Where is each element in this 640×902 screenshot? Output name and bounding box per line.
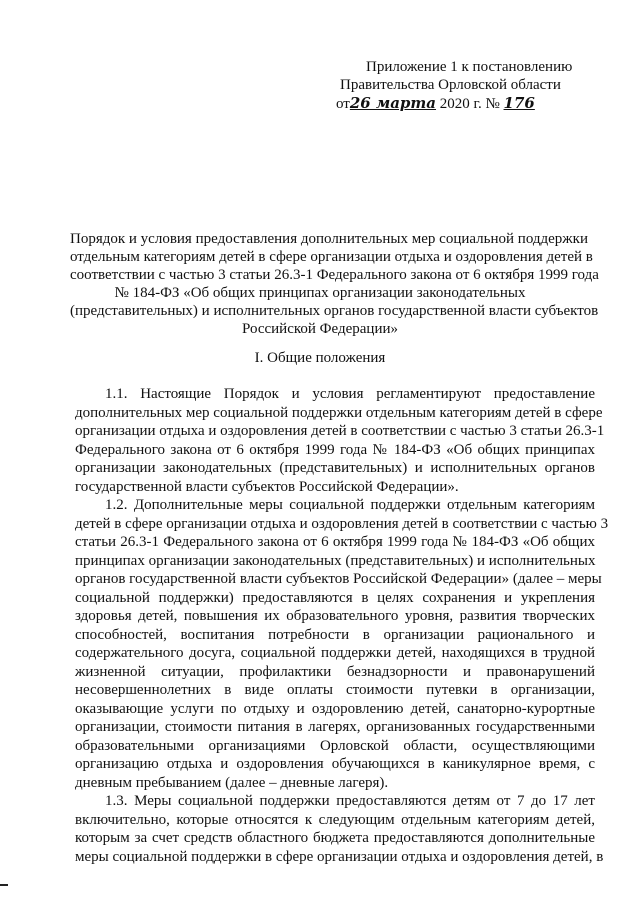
appendix-line-2: Правительства Орловской области (340, 77, 561, 93)
handwritten-number: 176 (503, 94, 535, 112)
text-line: дневным пребыванием (далее – дневные лагеря). (75, 774, 389, 791)
text-line: дополнительных мер социальной поддержки отдельным категориям детей в сфере (75, 404, 603, 421)
text-line: организации законодательных (представительных) и исполнительных органов (75, 460, 595, 476)
text-line: организации, стоимости питания в лагерях, организованных государственными (75, 719, 595, 735)
document-title (70, 230, 599, 338)
section-heading: I. Общие положения (254, 350, 386, 366)
text-line: статьи 26.3-1 Федерального закона от 6 октября 1999 года № 184-ФЗ «Об общих (75, 534, 595, 550)
date-prefix: от (336, 96, 350, 112)
text-line: социальной поддержки) предоставляются в целях сохранения и укрепления (75, 589, 595, 606)
text-line: организацию отдыха и оздоровления обучающихся в каникулярное время, с (75, 756, 595, 772)
title-line: соответствии с частью 3 статьи 26.3-1 Федерального закона от 6 октября 1999 года (70, 267, 599, 283)
title-line: (представительных) и исполнительных органов государственной власти субъектов (70, 303, 599, 319)
text-line: здоровья детей, повышения их образовательного уровня, развития творческих (75, 608, 595, 624)
margin-mark (0, 884, 8, 886)
paragraph-1-2 (75, 496, 609, 792)
text-line: содержательного досуга, социальной поддержки детей, находящихся в трудной (75, 645, 595, 661)
paragraph-1-3 (75, 792, 604, 866)
text-line: 1.1. Настоящие Порядок и условия регламентируют предоставление (105, 386, 595, 402)
text-line: включительно, которые относятся к следующим отдельным категориям детей, (75, 811, 595, 828)
text-line: способностей, воспитания потребности в организации рационального и (75, 626, 595, 643)
text-line: организации отдыха и оздоровления детей в соответствии с частью 3 статьи 26.3-1 (75, 423, 605, 439)
title-line: Российской Федерации» (241, 321, 398, 337)
text-line: образовательными организациями Орловской области, осуществляющими (75, 737, 595, 754)
text-line: детей в сфере организации отдыха и оздоровления детей в соответствии с частью 3 (75, 515, 609, 532)
paragraph-1-1 (75, 385, 605, 496)
text-line: несовершеннолетних в виде оплаты стоимости путевки в организации, (75, 682, 595, 698)
text-line: принципах организации законодательных (представительных) и исполнительных (75, 552, 596, 569)
text-line: Федерального закона от 6 октября 1999 года № 184-ФЗ «Об общих принципах (75, 441, 595, 458)
appendix-date-line (336, 94, 596, 113)
document-body (75, 385, 609, 866)
text-line: жизненной ситуации, профилактики безнадзорности и правонарушений (75, 663, 595, 680)
appendix-header (336, 58, 596, 113)
text-line: оказывающие услуги по отдыху и оздоровлению детей, санаторно-курортные (75, 700, 595, 717)
text-line: которым за счет средств областного бюджета предоставляются дополнительные (75, 830, 595, 846)
title-line: отдельным категориям детей в сфере организации отдыха и оздоровления детей в (70, 249, 593, 265)
text-line: меры социальной поддержки в сфере организации отдыха и оздоровления детей, в (75, 848, 604, 865)
text-line: государственной власти субъектов Российской Федерации». (75, 478, 459, 495)
text-line: 1.3. Меры социальной поддержки предоставляются детям от 7 до 17 лет (105, 793, 595, 809)
appendix-line-1: Приложение 1 к постановлению (366, 59, 573, 75)
title-line: Порядок и условия предоставления дополнительных мер социальной поддержки (70, 231, 588, 247)
title-line: № 184-ФЗ «Об общих принципах организации законодательных (114, 285, 526, 301)
text-line: органов государственной власти субъектов Российской Федерации» (далее – меры (75, 571, 602, 587)
year-text: 2020 г. № (436, 96, 500, 112)
text-line: 1.2. Дополнительные меры социальной поддержки отдельным категориям (105, 497, 595, 513)
handwritten-date: 26 марта (349, 94, 437, 112)
